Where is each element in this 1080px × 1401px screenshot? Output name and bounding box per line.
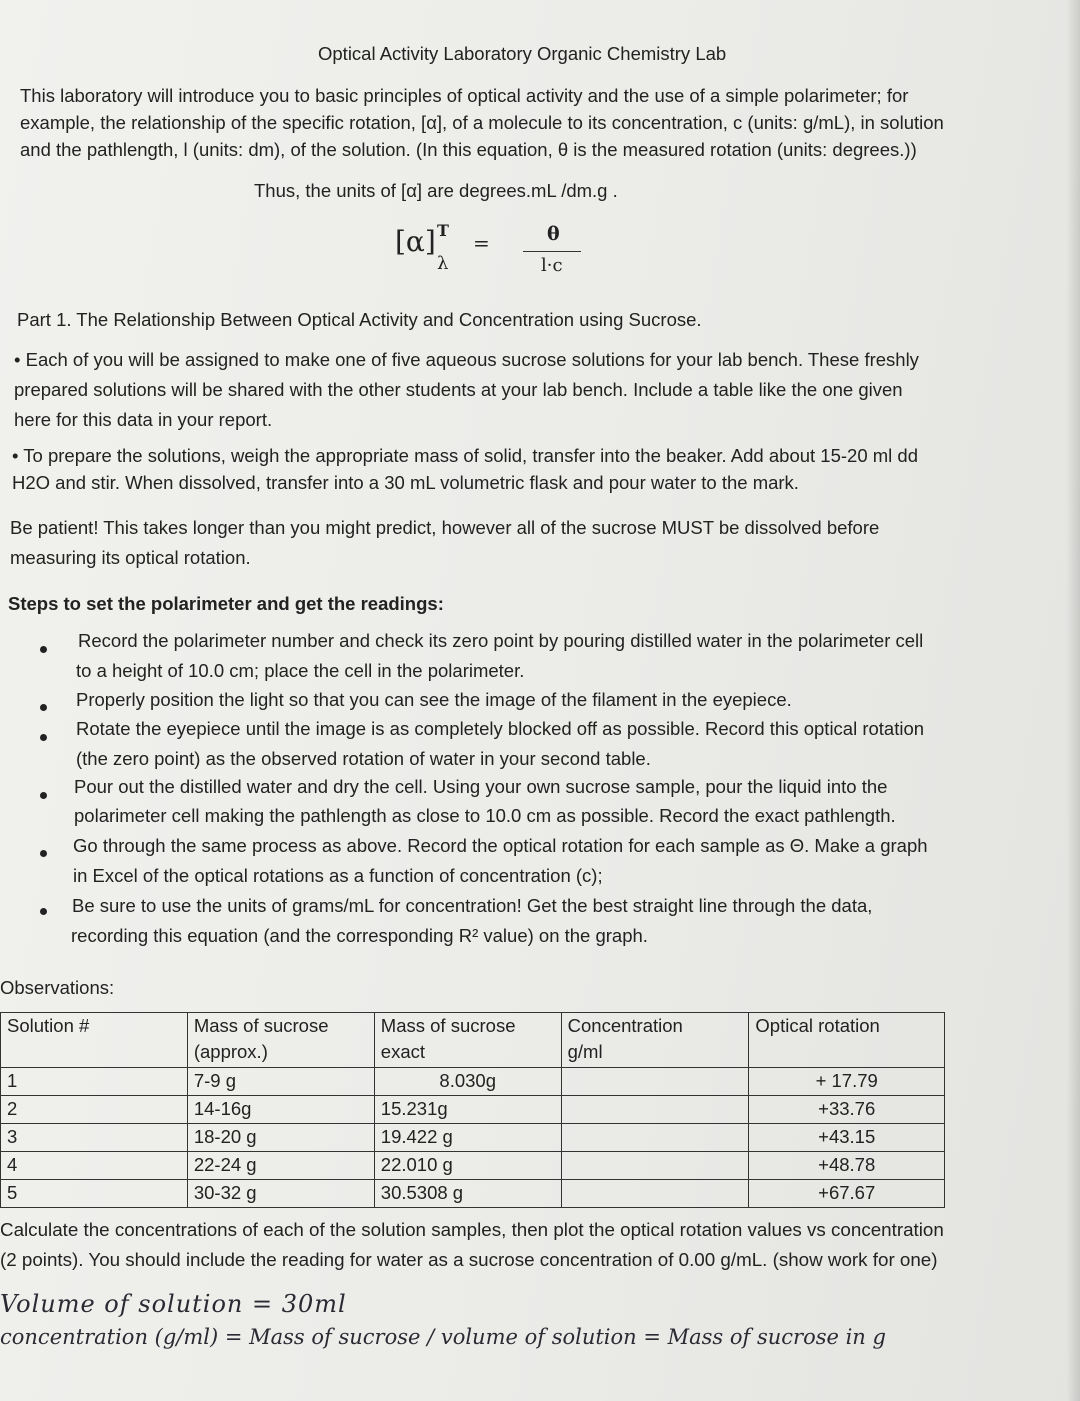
cell-mass-exact: 15.231g <box>374 1096 561 1124</box>
table-row <box>1 1180 945 1208</box>
cell-mass-approx: 14-16g <box>187 1096 374 1124</box>
formula-superscript: T <box>437 221 449 240</box>
table-header-row <box>1 1013 945 1068</box>
bullet-line: here for this data in your report. <box>14 409 273 430</box>
cell-mass-exact: 19.422 g <box>374 1124 561 1152</box>
step-line: to a height of 10.0 cm; place the cell in the polarimeter. <box>76 660 525 681</box>
step-line: recording this equation (and the corresponding R² value) on the graph. <box>71 925 648 946</box>
table-row <box>1 1124 945 1152</box>
bullet-assignment <box>14 346 919 433</box>
intro-line: example, the relationship of the specific rotation, [α], of a molecule to its concentration, c (units: g/mL), in solution <box>20 112 944 133</box>
step-line: Properly position the light so that you can see the image of the filament in the eyepiece. <box>76 689 792 710</box>
cell-rotation: +43.15 <box>749 1124 945 1152</box>
header-text: Mass of sucrose <box>380 1015 516 1036</box>
cell-solution: 4 <box>1 1152 188 1180</box>
calc-line: (2 points). You should include the reading for water as a sucrose concentration of 0.00 g/mL. (show work for one) <box>0 1249 938 1270</box>
formula-equals: = <box>473 231 490 255</box>
cell-rotation: +67.67 <box>749 1180 945 1208</box>
step-bullet <box>40 734 47 741</box>
sucrose-data-table <box>0 1012 945 1208</box>
formula-subscript: λ <box>437 253 449 274</box>
part1-heading: Part 1. The Relationship Between Optical Activity and Concentration using Sucrose. <box>17 309 702 330</box>
bullet-line: • To prepare the solutions, weigh the appropriate mass of solid, transfer into the beaker. Add about 15-20 ml dd <box>12 445 918 466</box>
cell-mass-approx: 18-20 g <box>187 1124 374 1152</box>
step-line: in Excel of the optical rotations as a function of concentration (c); <box>73 865 603 886</box>
cell-solution: 3 <box>1 1124 188 1152</box>
step-line: Record the polarimeter number and check its zero point by pouring distilled water in the polarimeter cell <box>78 630 924 651</box>
cell-concentration <box>561 1180 749 1208</box>
cell-mass-exact: 8.030g <box>374 1068 561 1096</box>
header-text: Optical rotation <box>755 1015 880 1036</box>
patient-line: measuring its optical rotation. <box>10 547 251 568</box>
patient-line: Be patient! This takes longer than you might predict, however all of the sucrose MUST be dissolved before <box>10 517 880 538</box>
table-row <box>1 1152 945 1180</box>
step-bullet <box>40 908 47 915</box>
step-line: Be sure to use the units of grams/mL for concentration! Get the best straight line through the data, <box>72 895 873 916</box>
step-bullet <box>40 646 47 653</box>
header-text: exact <box>380 1041 426 1062</box>
cell-rotation: +33.76 <box>749 1096 945 1124</box>
page-edge-shadow <box>1066 0 1080 1401</box>
cell-solution: 1 <box>1 1068 188 1096</box>
header-text: (approx.) <box>193 1041 268 1062</box>
bullet-line: H2O and stir. When dissolved, transfer into a 30 mL volumetric flask and pour water to the mark. <box>12 472 799 493</box>
calculation-instructions <box>0 1216 944 1273</box>
cell-mass-approx: 22-24 g <box>187 1152 374 1180</box>
header-text: g/ml <box>567 1041 603 1062</box>
header-text: Concentration <box>567 1015 683 1036</box>
step-line: (the zero point) as the observed rotation of water in your second table. <box>76 748 651 769</box>
table-row <box>1 1096 945 1124</box>
formula-numerator: θ <box>547 223 560 245</box>
patient-note <box>10 514 879 571</box>
cell-solution: 2 <box>1 1096 188 1124</box>
step-line: Rotate the eyepiece until the image is as completely blocked off as possible. Record this optical rotation <box>76 718 925 739</box>
observations-label: Observations: <box>0 977 115 998</box>
units-line: Thus, the units of [α] are degrees.mL /dm.g . <box>254 180 618 201</box>
formula-lhs: [α] <box>395 225 436 258</box>
calc-line: Calculate the concentrations of each of the solution samples, then plot the optical rotation values vs concentration <box>0 1219 944 1240</box>
specific-rotation-formula <box>395 215 595 285</box>
handwritten-note: Volume of solution = 30ml <box>0 1290 347 1318</box>
bullet-line: prepared solutions will be shared with the other students at your lab bench. Include a table like the one given <box>14 379 903 400</box>
steps-heading: Steps to set the polarimeter and get the readings: <box>8 593 444 614</box>
cell-solution: 5 <box>1 1180 188 1208</box>
header-text: Solution # <box>7 1015 90 1036</box>
step-bullet <box>40 704 47 711</box>
formula-denominator: l·c <box>541 255 563 276</box>
cell-concentration <box>561 1068 749 1096</box>
step-line: Go through the same process as above. Record the optical rotation for each sample as Θ. Make a graph <box>73 835 928 856</box>
intro-line: and the pathlength, l (units: dm), of the solution. (In this equation, θ is the measured rotation (units: degrees.)) <box>20 139 917 160</box>
table-row <box>1 1068 945 1096</box>
cell-mass-exact: 22.010 g <box>374 1152 561 1180</box>
cell-mass-approx: 30-32 g <box>187 1180 374 1208</box>
cell-mass-approx: 7-9 g <box>187 1068 374 1096</box>
cell-mass-exact: 30.5308 g <box>374 1180 561 1208</box>
document-title: Optical Activity Laboratory Organic Chemistry Lab <box>318 43 727 64</box>
cell-concentration <box>561 1096 749 1124</box>
bullet-preparation <box>12 442 918 496</box>
cell-concentration <box>561 1152 749 1180</box>
step-line: Pour out the distilled water and dry the cell. Using your own sucrose sample, pour the liquid into the <box>74 776 888 797</box>
header-solution <box>1 1013 188 1068</box>
header-text: Mass of sucrose <box>193 1015 329 1036</box>
handwritten-note: concentration (g/ml) = Mass of sucrose / volume of solution = Mass of sucrose in g <box>0 1325 886 1349</box>
cell-rotation: + 17.79 <box>749 1068 945 1096</box>
header-concentration <box>561 1013 749 1068</box>
step-bullet <box>40 792 47 799</box>
cell-concentration <box>561 1124 749 1152</box>
step-bullet <box>40 850 47 857</box>
step-line: polarimeter cell making the pathlength as close to 10.0 cm as possible. Record the exact pathlength. <box>74 805 896 826</box>
cell-rotation: +48.78 <box>749 1152 945 1180</box>
intro-paragraph <box>20 82 944 163</box>
bullet-line: • Each of you will be assigned to make one of five aqueous sucrose solutions for your lab bench. These freshly <box>14 349 919 370</box>
header-optical-rotation <box>749 1013 945 1068</box>
header-mass-exact <box>374 1013 561 1068</box>
intro-line: This laboratory will introduce you to basic principles of optical activity and the use of a simple polarimeter; for <box>20 85 909 106</box>
fraction-bar <box>523 251 581 252</box>
header-mass-approx <box>187 1013 374 1068</box>
